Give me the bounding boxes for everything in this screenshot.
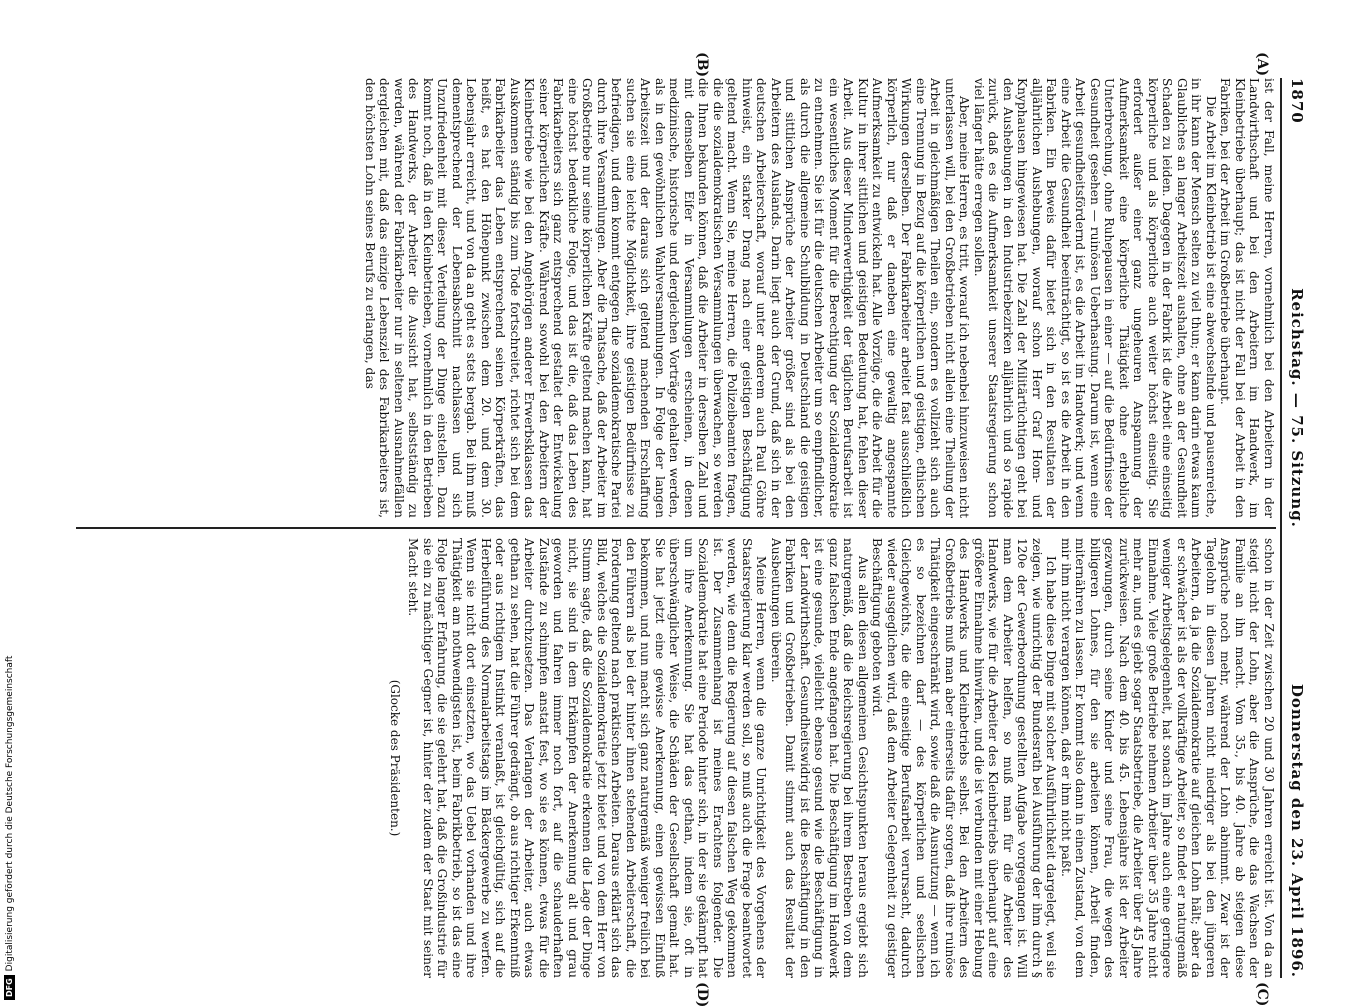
president-bell-note: (Glocke des Präsidenten.) <box>388 679 402 837</box>
right-paragraph-2: Ich habe diese Dinge mit solcher Ausführlichkeit dargelegt, weil sie zeigen, wie unrichtig der Bundesrath bei Ausführung der ihm durch § 120e der Gewerbeordnung gestellten Aufgabe vorgegangen ist. Will man dem Arbeiter helfen, so muß man für die Arbeiter des Handwerks, wie für die Arbeiter des Kleinbetriebs überhaupt auf eine größere Einnahme hinwirken, und die ist verbunden mit einer Hebung des Handwerks und Kleinbetriebs selbst. Bei den Arbeitern des Großbetriebs muß man aber einerseits dafür sorgen, daß ihre ruinöse Thätigkeit eingeschränkt wird, sowie daß die Ausnutzung — wenn ich es so bezeichnen darf — des körperlichen und seelischen Gleichgewichts, die die einseitige Berufsarbeit verursacht, dadurch wieder ausgeglichen wird, daß dem Arbeiter Gelegenheit zu geistiger Beschäftigung geboten wird. <box>870 538 1059 978</box>
header-rule <box>1280 78 1282 978</box>
session-date: Donnerstag den 23. April 1896. <box>1288 683 1306 978</box>
page-number: 1870 <box>1288 78 1306 124</box>
page-header <box>1284 78 1310 978</box>
margin-marker-c: (C) <box>1254 982 1270 1007</box>
margin-marker-a: (A) <box>1254 52 1270 77</box>
left-paragraph-1: ist der Fall, meine Herren, vornehmlich bei den Arbeitern in der Landwirthschaft und bei den Arbeitern im Handwerk, im Kleinbetriebe überhaupt; das ist nicht der Fall bei der Arbeit in den Fabriken, bei der Arbeit im Großbetriebe überhaupt. <box>1218 78 1276 518</box>
rotated-sheet <box>60 52 1310 1007</box>
margin-marker-b: (B) <box>694 52 710 78</box>
left-column <box>76 78 1276 518</box>
left-paragraph-2: Die Arbeit im Kleinbetrieb ist eine abwechselnde und pausenreiche, in ihr kann der Mensch selten zu viel thun; er kann darin etwas kaum Glaubliches an langer Arbeitszeit aushalten, ohne an der Gesundheit Schaden zu leiden. Dagegen in der Fabrik ist die Arbeit eine einseitig körperliche und als körperliche auch weiter höchst einseitig. Sie erfordert außer einer ganz ungeheuren Anspannung der Aufmerksamkeit eine körperliche Thätigkeit ohne erhebliche Unterbrechung, ohne Ruhepausen in einer — auf die Bedürfnisse der Gesundheit gesehen — ruinösen Ueberhastung. Darum ist, wenn eine Arbeit gesundheitsfördernd ist, es die Arbeit im Handwerk; und wenn eine Arbeit die Gesundheit beeinträchtigt, so ist es die Arbeit in den Fabriken. Ein Beweis dafür bietet sich in den Resultaten der alljährlichen Aushebungen, worauf schon Herr Graf Hom- und Knyphausen hingewiesen hat. Die Zahl der Militärtüchtigen geht bei den Aushebungen in den Industriebezirken alljährlich und so rapide zurück, daß es die Aufmerksamkeit unserer Staatsregierung schon viel länger hätte erregen sollen. <box>972 78 1218 518</box>
left-paragraph-3: Aber, meine Herren, es tritt, worauf ich nebenbei hinzuweisen nicht unterlassen will, bei den Großbetrieben nicht allein eine Theilung der Arbeit in gleichmäßigen Theilen ein, sondern es vollzieht sich auch eine Trennung in Bezug auf die körperlichen und geistigen, ethischen Wirkungen derselben. Der Fabrikarbeiter arbeitet fast ausschließlich körperlich, nur daß er daneben eine gewaltig angespannte Aufmerksamkeit zu entwickeln hat. Alle Vorzüge, die die Arbeit für die Kultur in ihrer sittlichen und geistigen Bedeutung hat, fehlen dieser Arbeit. Aus dieser Minderwerthigkeit der täglichen Berufsarbeit ist ein wesentliches Moment für die Berechtigung der Sozialdemokratie zu entnehmen. Sie ist für die deutschen Arbeiter um so empfindlicher, als durch die allgemeine Schulbildung in Deutschland die geistigen und sittlichen Ansprüche der Arbeiter größer sind als bei den Arbeitern des Auslands. Darin liegt auch der Grund, daß sich in der deutschen Arbeiterschaft, worauf unter anderem auch Paul Göhre hinweist, ein starker Drang nach einer geistigen Beschäftigung geltend macht. Wenn Sie, meine Herren, die Polizeibeamten fragen, die die sozialdemokratischen Versammlungen überwachen, so werden die Ihnen bekunden können, daß die Arbeiter in derselben Zahl und mit demselben Eifer in Versammlungen erscheinen, in denen medizinische, historische und dergleichen Vorträge gehalten werden, als in den gewöhnlichen Wahlversammlungen. In Folge der langen Arbeitszeit und der daraus sich geltend machenden Erschlaffung suchen sie eine leichte Möglichkeit, ihre geistigen Bedürfnisse zu befriedigen, und dem kommt entgegen die sozialdemokratische Partei durch ihre Versammlungen. Aber die Thatsache, daß der Arbeiter im Großbetriebe nur seine körperlichen Kräfte geltend machen kann, hat eine höchst bedenkliche Folge, und das ist die, daß das Leben des Fabrikarbeiters sich ganz entsprechend gestaltet der Entwickelung seiner körperlichen Kräfte. Während sowohl bei den Arbeitern der Kleinbetriebe wie bei den Angehörigen anderer Erwerbsklassen das Auskommen ständig bis zum Tode fortschreitet, richtet sich bei dem Fabrikarbeiter das Leben entsprechend seinen Körperkräften, das heißt, es hat den Höhepunkt zwischen dem 20. und dem 30. Lebensjahr erreicht, und von da an geht es stets bergab. Bei ihm muß dementsprechend der Lebensabschnitt nachlassen und sich Unzufriedenheit mit dieser Verteilung der Dinge einstellen. Dazu kommt noch, daß in den Kleinbetrieben, vornehmlich in den Betrieben des Handwerks, der Arbeiter die Aussicht hat, selbstständig zu werden, während der Fabrikarbeiter nur in seltenen Ausnahmefällen dergleichen mit, daß das einzige Lebensziel des Fabrikarbeiters ist, den höchsten Lohn seines Berufs zu erlangen, das <box>363 78 972 518</box>
right-paragraph-1: schon in der Zeit zwischen 20 und 30 Jahren erreicht ist. Von da an steigt nicht der Lohn, aber die Ansprüche, die das Wachsen der Familie an ihn macht. Vom 35., bis 40. Jahre ab steigen diese Ansprüche noch mehr, während der Lohn abnimmt. Zwar ist der Tagelohn in diesen Jahren nicht niedriger als bei den jüngeren Arbeitern, da ja die Sozialdemokratie auf gleichen Lohn hält; aber da er schwächer ist als der vollkräftige Arbeiter, so findet er naturgemäß weniger Arbeitsgelegenheit, hat sonach im Jahre auch eine geringere Einnahme. Viele große Betriebe nehmen Arbeiter über 35 Jahre nicht mehr an, und es giebt sogar Staatsbetriebe, die Arbeiter über 45 Jahre zurückweisen. Nach dem 40. bis 45. Lebensjahre ist der Arbeiter gezwungen, durch seine Kinder und seine Frau, die wegen des billigeren Lohnes, für den sie arbeiten können, Arbeit finden, miternähren zu lassen. Er kommt also dann in einen Zustand, von dem mir ihm nicht verargen können, daß er ihm nicht paßt. <box>1059 538 1276 978</box>
right-paragraph-3: Aus allen diesen allgemeinen Gesichtspunkten heraus ergiebt sich naturgemäß, daß die Reichsregierung bei ihrem Bestreben von dem ganz falschen Ende angefangen hat. Die Beschäftigung im Handwerk ist eine gesunde, vielleicht ebenso gesund wie die Beschäftigung in der Landwirthschaft. Gesundheitswidrig ist die Beschäftigung in den Fabriken und Großbetrieben. Damit stimmt auch das Resultat der Ausbeutungen überein. <box>769 538 870 978</box>
right-column <box>76 538 1276 978</box>
right-paragraph-4: Meine Herren, wenn die ganze Unrichtigkeit des Vorgehens der Staatsregierung klar werden soll, so muß auch die Frage beantwortet werden, wie denn die Regierung auf diesen falschen Weg gekommen ist. Der Zusammenhang ist meines Erachtens folgender. Die Sozialdemokratie hat eine Periode hinter sich, in der sie gekämpft hat um ihre Anerkennung. Sie hat das gethan, indem sie, oft in überschwänglicher Weise, die Schäden der Gesellschaft gemalt hat. Sie hat jetzt eine gewisse Anerkennung, einen gewissen Einfluß bekommen, und nun macht sich ganz naturgemäß weniger freilich bei den Führern als bei der hinter ihnen stehenden Arbeiterschaft, die Forderung geltend nach praktischen Arbeiten. Daraus erklärt sich das Bild, welches die Sozialdemokratie jetzt bietet und von dem Herr von Stumm sagte, daß die Sozialdemokratie erkennen die Lage der Dinge nicht, sie sind in dem Erkämpfen der Anerkennung alt und grau geworden und fahren immer noch fort, auf die schauderhaften Zustände zu schimpfen anstatt fest, wo sie es können, etwas für die Arbeiter durchzusetzen. Das Verlangen der Arbeiter, auch etwas gethan zu sehen, hat die Führer gedrängt, ob aus richtiger Erkenntniß oder aus richtigem Instinkt veranlaßt, ist gleichgültig, sich auf die Herbeiführung des Normalarbeitstags im Bäckergewerbe zu werfen. Wenn sie nicht dort einsetzten, wo das Uebel vorhanden und ihre Thätigkeit am nothwendigsten ist, beim Fabrikbetrieb, so ist das eine Folge langer Erfahrung, die sie gelehrt hat, daß die Großindustrie für sie ein zu mächtiger Gegner ist, hinter der zudem der Staat mit seiner Macht steht. <box>406 538 769 978</box>
digitization-text: Digitalisierung gefördert durch die Deutsche Forschungsgemeinschaft <box>4 655 15 972</box>
margin-marker-d: (D) <box>694 982 710 1007</box>
digitization-note <box>4 656 15 1000</box>
page-title: Reichstag. — 75. Sitzung. <box>1288 288 1306 528</box>
column-divider <box>76 527 1276 529</box>
text-columns <box>76 78 1276 978</box>
dfg-logo: DFG <box>4 975 15 1000</box>
